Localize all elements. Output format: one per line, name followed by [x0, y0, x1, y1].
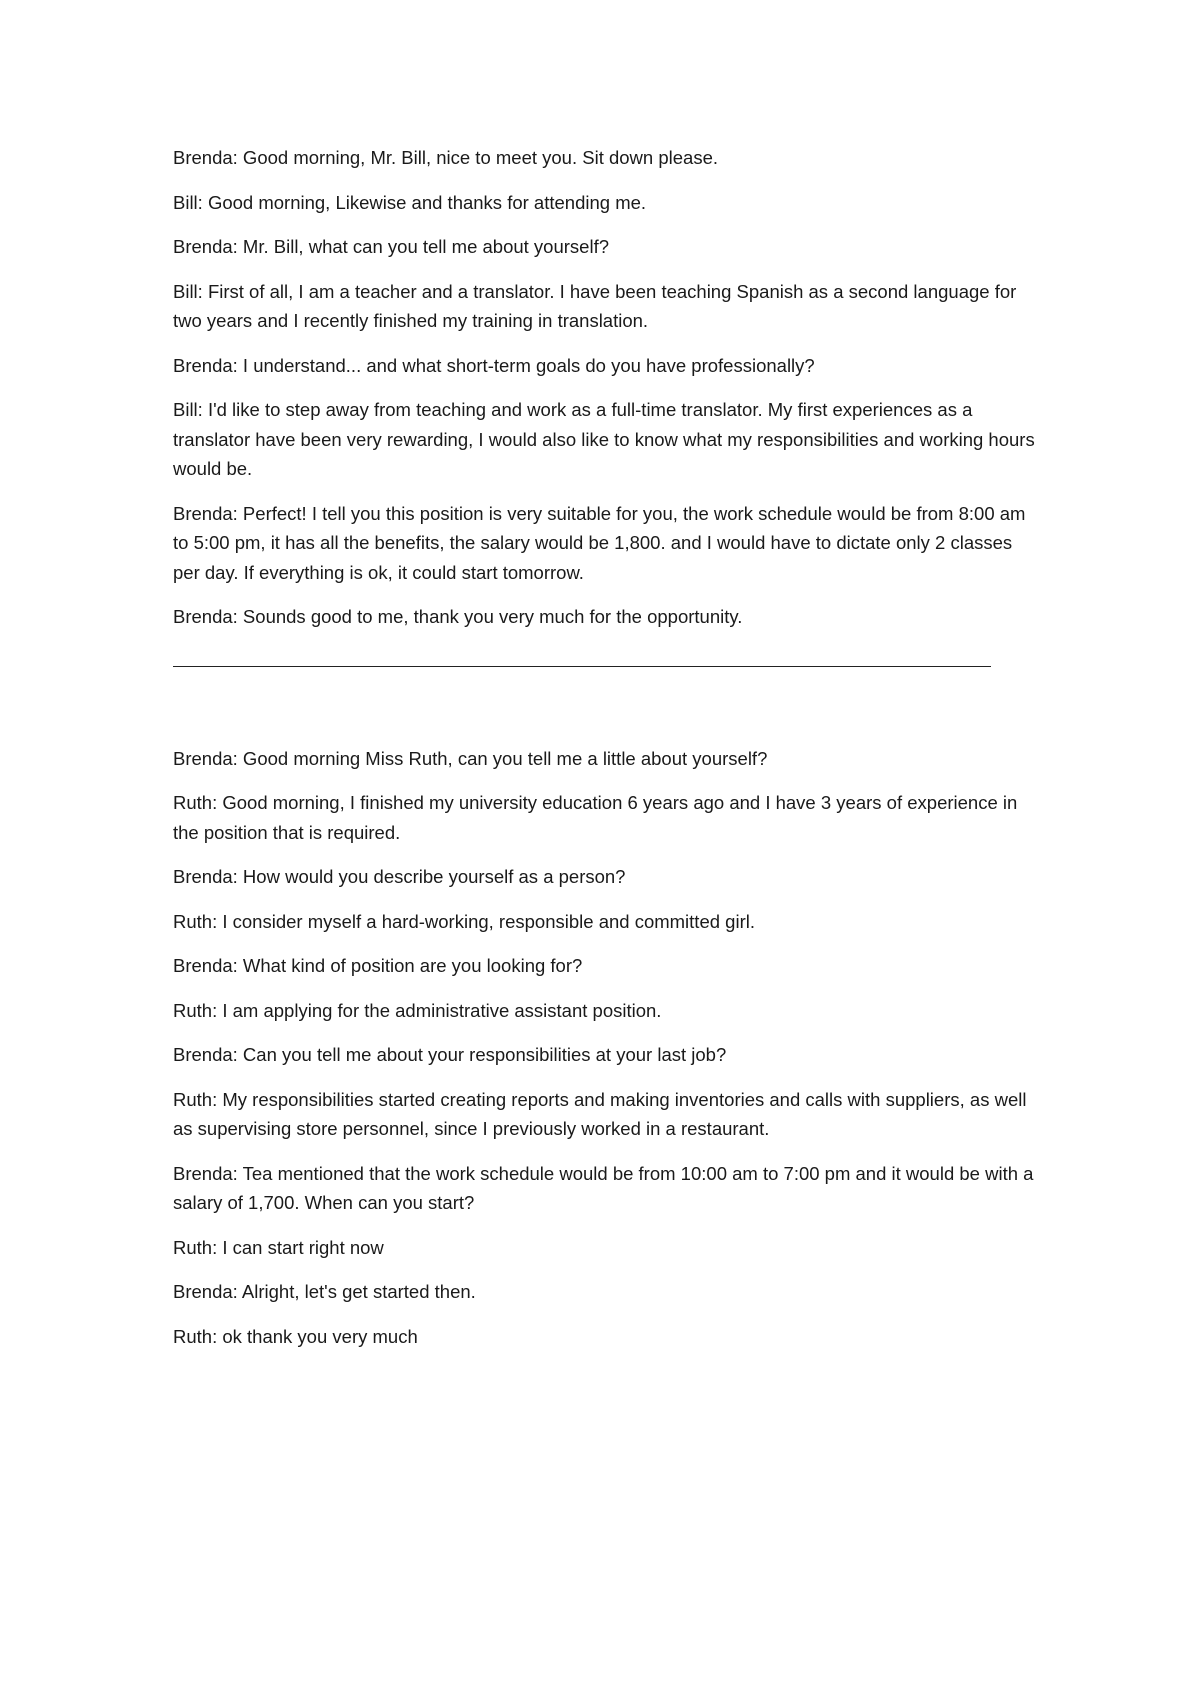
dialogue-line: Ruth: I am applying for the administrative assistant position. [173, 999, 662, 1021]
dialogue-line: Bill: Good morning, Likewise and thanks for attending me. [173, 191, 647, 213]
dialogue-section-2 [173, 744, 1043, 1352]
dialogue-line: Brenda: Alright, let's get started then. [173, 1281, 476, 1302]
dialogue-line: Brenda: Sounds good to me, thank you very much for the opportunity. [173, 606, 743, 627]
dialogue-line: Brenda: I understand... and what short-term goals do you have professionally? [173, 354, 815, 376]
document-body [173, 143, 1043, 1366]
dialogue-line: Bill: I'd like to step away from teaching and work as a full-time translator. My first experiences as a translator have been very rewarding, I would also like to know what my responsibilities and working hours would be. [173, 399, 1035, 479]
dialogue-line: Brenda: Can you tell me about your responsibilities at your last job? [173, 1044, 727, 1065]
horizontal-rule [173, 666, 991, 667]
dialogue-line: Brenda: Mr. Bill, what can you tell me about yourself? [173, 236, 609, 257]
dialogue-line: Ruth: I consider myself a hard-working, responsible and committed girl. [173, 910, 755, 932]
dialogue-section-1 [173, 143, 1043, 632]
dialogue-line: Ruth: ok thank you very much [173, 1325, 418, 1347]
dialogue-line: Ruth: Good morning, I finished my university education 6 years ago and I have 3 years of experience in the position that is required. [173, 792, 1018, 843]
dialogue-line: Brenda: Good morning Miss Ruth, can you tell me a little about yourself? [173, 747, 768, 769]
dialogue-line: Bill: First of all, I am a teacher and a translator. I have been teaching Spanish as a second language for two years and I recently finished my training in translation. [173, 280, 1017, 331]
dialogue-line: Brenda: What kind of position are you looking for? [173, 955, 583, 976]
dialogue-line: Brenda: Good morning, Mr. Bill, nice to meet you. Sit down please. [173, 147, 719, 168]
dialogue-line: Ruth: I can start right now [173, 1236, 384, 1258]
dialogue-line: Brenda: How would you describe yourself as a person? [173, 866, 626, 887]
dialogue-line: Brenda: Tea mentioned that the work schedule would be from 10:00 am to 7:00 pm and it would be with a salary of 1,700. When can you start? [173, 1162, 1034, 1213]
dialogue-line: Brenda: Perfect! I tell you this position is very suitable for you, the work schedule would be from 8:00 am to 5:00 pm, it has all the benefits, the salary would be 1,800. and I would have to dictate only 2 classes per day. If everything is ok, it could start tomorrow. [173, 502, 1026, 583]
dialogue-line: Ruth: My responsibilities started creating reports and making inventories and calls with suppliers, as well as supervising store personnel, since I previously worked in a restaurant. [173, 1088, 1027, 1139]
